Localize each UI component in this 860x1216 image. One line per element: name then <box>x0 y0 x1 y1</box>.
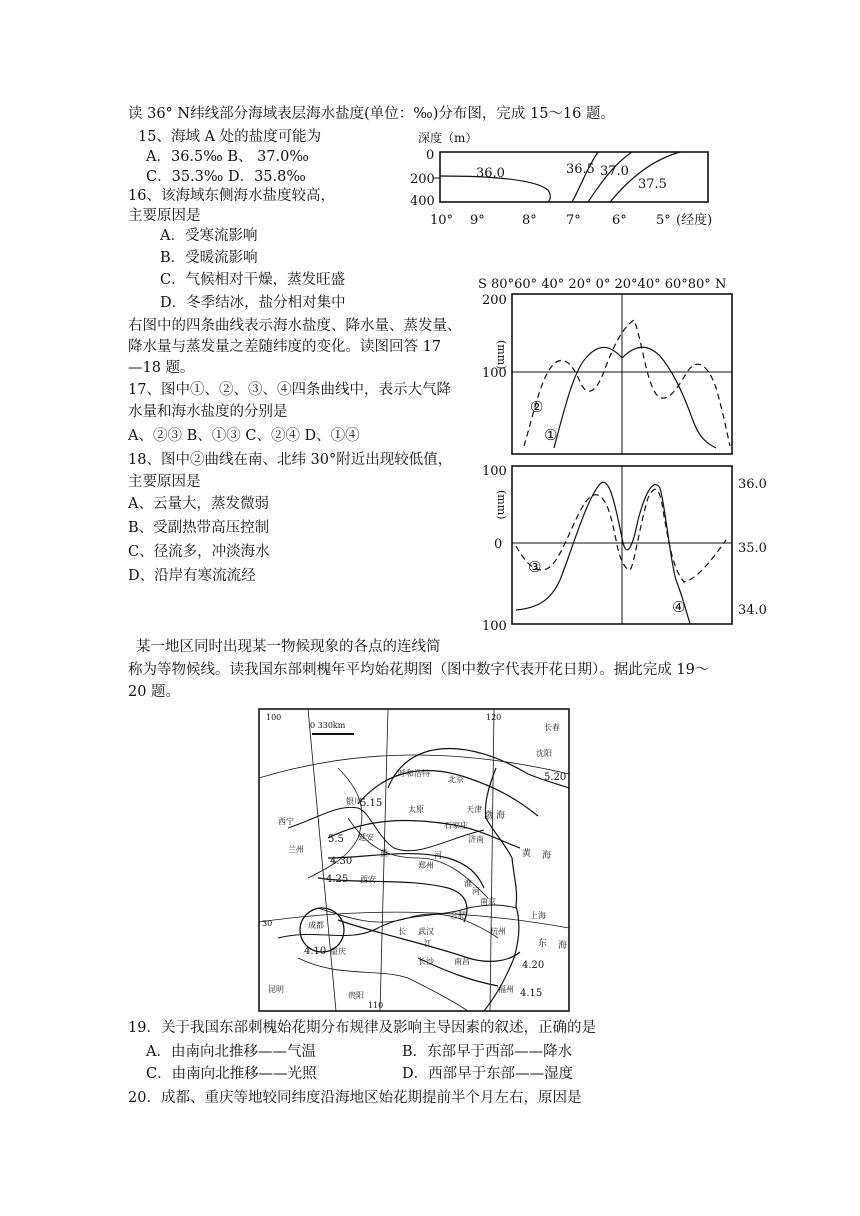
q17-stem-2: 水量和海水盐度的分别是 <box>128 404 288 420</box>
q17-options: A、②③ B、①③ C、②④ D、①④ <box>128 428 360 444</box>
lower-right-tick-35: 35.0 <box>738 541 767 556</box>
q16-stem-1: 16、该海域东侧海水盐度较高， <box>128 188 335 204</box>
map-lon-120: 120 <box>486 713 502 722</box>
river-changjiang-1: 长 <box>398 927 406 936</box>
map-lon-110: 110 <box>368 1001 384 1010</box>
q19-intro-3: 20 题。 <box>128 684 181 700</box>
q17-intro-2: 降水量与蒸发量之差随纬度的变化。读图回答 17 <box>128 339 442 355</box>
isoline-label-4-30: 4.30 <box>330 856 353 867</box>
label-curve-4: ④ <box>672 598 686 616</box>
city-taiyuan: 太原 <box>408 805 424 814</box>
label-curve-1: ① <box>544 426 558 444</box>
lower-y-unit: (mm) <box>495 490 508 520</box>
lower-left-tick-100-top: 100 <box>482 464 507 479</box>
city-fuzhou: 福州 <box>498 985 514 994</box>
upper-tick-100: 100 <box>482 366 507 381</box>
salinity-label-37-0: 37.0 <box>600 164 629 179</box>
city-nanjing: 南京 <box>480 897 496 906</box>
salinity-section-figure <box>400 126 730 236</box>
q20-stem: 20．成都、重庆等地较同纬度沿海地区始花期提前半个月左右，原因是 <box>128 1090 582 1106</box>
salinity-x-tick-6: 6° <box>612 213 627 228</box>
city-xining: 西宁 <box>278 817 294 826</box>
river-huanghe-1: 黄 <box>380 849 388 858</box>
city-beijing: 北京 <box>448 775 464 784</box>
map-scale-text: 0 330km <box>310 721 346 730</box>
flowering-isoline-map <box>258 708 570 1012</box>
q19-stem: 19．关于我国东部刺槐始花期分布规律及影响主导因素的叙述，正确的是 <box>128 1020 596 1036</box>
water-donghai-2: 海 <box>558 941 568 951</box>
city-wuhan: 武汉 <box>418 927 434 936</box>
upper-y-unit: (mm) <box>495 340 508 370</box>
city-shijiazhuang: 石家庄 <box>444 821 468 830</box>
q15-intro: 读 36° N纬线部分海域表层海水盐度(单位：‰)分布图，完成 15～16 题。 <box>128 106 615 122</box>
isoline-label-4-25: 4.25 <box>326 874 349 885</box>
salinity-y-tick-400: 400 <box>410 194 435 209</box>
q16-option-a: A．受寒流影响 <box>160 228 258 244</box>
q16-option-b: B．受暖流影响 <box>160 250 258 266</box>
latitude-profile-figure <box>476 270 776 632</box>
salinity-x-tick-10: 10° <box>430 213 454 228</box>
q19-option-d: D．西部早于东部——湿度 <box>402 1066 574 1082</box>
lower-left-tick-100-bottom: 100 <box>482 619 507 632</box>
city-kunming: 昆明 <box>268 985 284 994</box>
water-huanghai-1: 黄 <box>522 849 532 859</box>
city-changsha: 长沙 <box>418 957 434 966</box>
q19-option-b: B．东部早于西部——降水 <box>402 1044 573 1060</box>
city-chongqing: 重庆 <box>330 947 346 956</box>
city-xian: 西安 <box>360 875 376 884</box>
q18-option-b: B、受副热带高压控制 <box>128 520 270 536</box>
salinity-y-tick-0: 0 <box>426 148 435 163</box>
q16-option-c: C．气候相对干燥，蒸发旺盛 <box>160 272 346 288</box>
lat-top-axis: S 80°60° 40° 20° 0° 20°40° 60°80° N <box>478 277 727 292</box>
q18-option-a: A、云量大，蒸发微弱 <box>128 496 269 512</box>
upper-tick-200: 200 <box>482 293 507 308</box>
city-yanan: 延安 <box>358 833 374 842</box>
lower-left-tick-0: 0 <box>494 537 503 552</box>
q18-option-c: C、径流多，冲淡海水 <box>128 544 270 560</box>
curve-1-solid <box>554 347 716 448</box>
q18-option-d: D、沿岸有寒流流经 <box>128 568 256 584</box>
river-huaihe-2: 河 <box>472 887 480 896</box>
salinity-y-tick-200: 200 <box>410 172 435 187</box>
water-huanghai-2: 海 <box>542 851 552 861</box>
river-huaihe-1: 淮 <box>464 879 472 888</box>
q16-option-d: D．冬季结冰，盐分相对集中 <box>160 295 346 311</box>
salinity-x-tick-5: 5° <box>656 213 671 228</box>
salinity-x-tick-9: 9° <box>470 213 485 228</box>
label-curve-2: ② <box>530 398 544 416</box>
city-hefei: 合肥 <box>450 911 466 920</box>
isoline-label-4-20: 4.20 <box>522 960 545 971</box>
city-jinan: 济南 <box>468 835 484 844</box>
q15-stem: 15、海域 A 处的盐度可能为 <box>138 129 322 145</box>
isoline-label-5-15: 5.15 <box>360 798 383 809</box>
city-changchun: 长春 <box>544 723 560 732</box>
city-nanchang: 南昌 <box>454 957 470 966</box>
salinity-x-tick-7: 7° <box>566 213 581 228</box>
city-hangzhou: 杭州 <box>490 927 506 936</box>
city-lanzhou: 兰州 <box>288 845 304 854</box>
q18-stem-1: 18、图中②曲线在南、北纬 30°附近出现较低值， <box>128 452 453 468</box>
q17-intro-1: 右图中的四条曲线表示海水盐度、降水量、蒸发量、 <box>128 318 462 334</box>
isoline-label-5-20: 5.20 <box>544 772 567 783</box>
q15-options-row2: C．35.3‰ D．35.8‰ <box>146 169 306 185</box>
salinity-x-tick-8: 8° <box>522 213 537 228</box>
q19-intro-2: 称为等物候线。读我国东部刺槐年平均始花期图（图中数字代表开花日期）。据此完成 19～ <box>128 662 710 678</box>
water-bohai-2: 海 <box>496 811 506 821</box>
isoline-label-4-15: 4.15 <box>520 988 543 999</box>
q19-intro-1: 某一地区同时出现某一物候现象的各点的连线简 <box>136 639 441 655</box>
q19-option-c: C．由南向北推移——光照 <box>146 1066 317 1082</box>
river-changjiang-2: 江 <box>424 939 432 948</box>
lower-right-tick-36: 36.0 <box>738 477 767 492</box>
lower-right-tick-34: 34.0 <box>738 603 767 618</box>
city-hohhot: 呼和浩特 <box>398 769 430 778</box>
q19-option-a: A．由南向北推移——气温 <box>146 1044 316 1060</box>
salinity-label-37-5: 37.5 <box>638 177 667 192</box>
city-zhengzhou: 郑州 <box>418 861 434 870</box>
isoline-label-5-5: 5.5 <box>328 834 344 845</box>
label-curve-3: ③ <box>528 558 542 576</box>
river-huanghe-2: 河 <box>434 851 442 860</box>
curve-4-solid <box>516 482 690 624</box>
map-lat-30: 30 <box>262 919 273 928</box>
city-tianjin: 天津 <box>466 805 482 814</box>
q16-stem-2: 主要原因是 <box>128 208 201 224</box>
map-lon-100: 100 <box>266 713 282 722</box>
water-bohai-1: 渤 <box>484 811 494 821</box>
city-yinchuan: 银川 <box>346 797 362 806</box>
q17-intro-3: —18 题。 <box>128 360 195 376</box>
salinity-label-36-5: 36.5 <box>566 162 595 177</box>
salinity-isoline-36-5 <box>572 152 598 202</box>
salinity-y-title: 深度（m） <box>418 131 478 145</box>
salinity-label-36-0: 36.0 <box>476 166 505 181</box>
isoline-label-4-10: 4.10 <box>304 946 327 957</box>
city-chengdu: 成都 <box>308 921 324 930</box>
water-donghai-1: 东 <box>538 939 548 949</box>
city-shenyang: 沈阳 <box>536 749 552 758</box>
city-guiyang: 贵阳 <box>348 991 364 1000</box>
q18-stem-2: 主要原因是 <box>128 474 201 490</box>
q15-options-row1: A．36.5‰ B、 37.0‰ <box>146 149 309 165</box>
salinity-x-unit: (经度) <box>676 213 713 228</box>
q17-stem-1: 17、图中①、②、③、④四条曲线中，表示大气降 <box>128 382 451 398</box>
city-shanghai: 上海 <box>530 911 546 920</box>
